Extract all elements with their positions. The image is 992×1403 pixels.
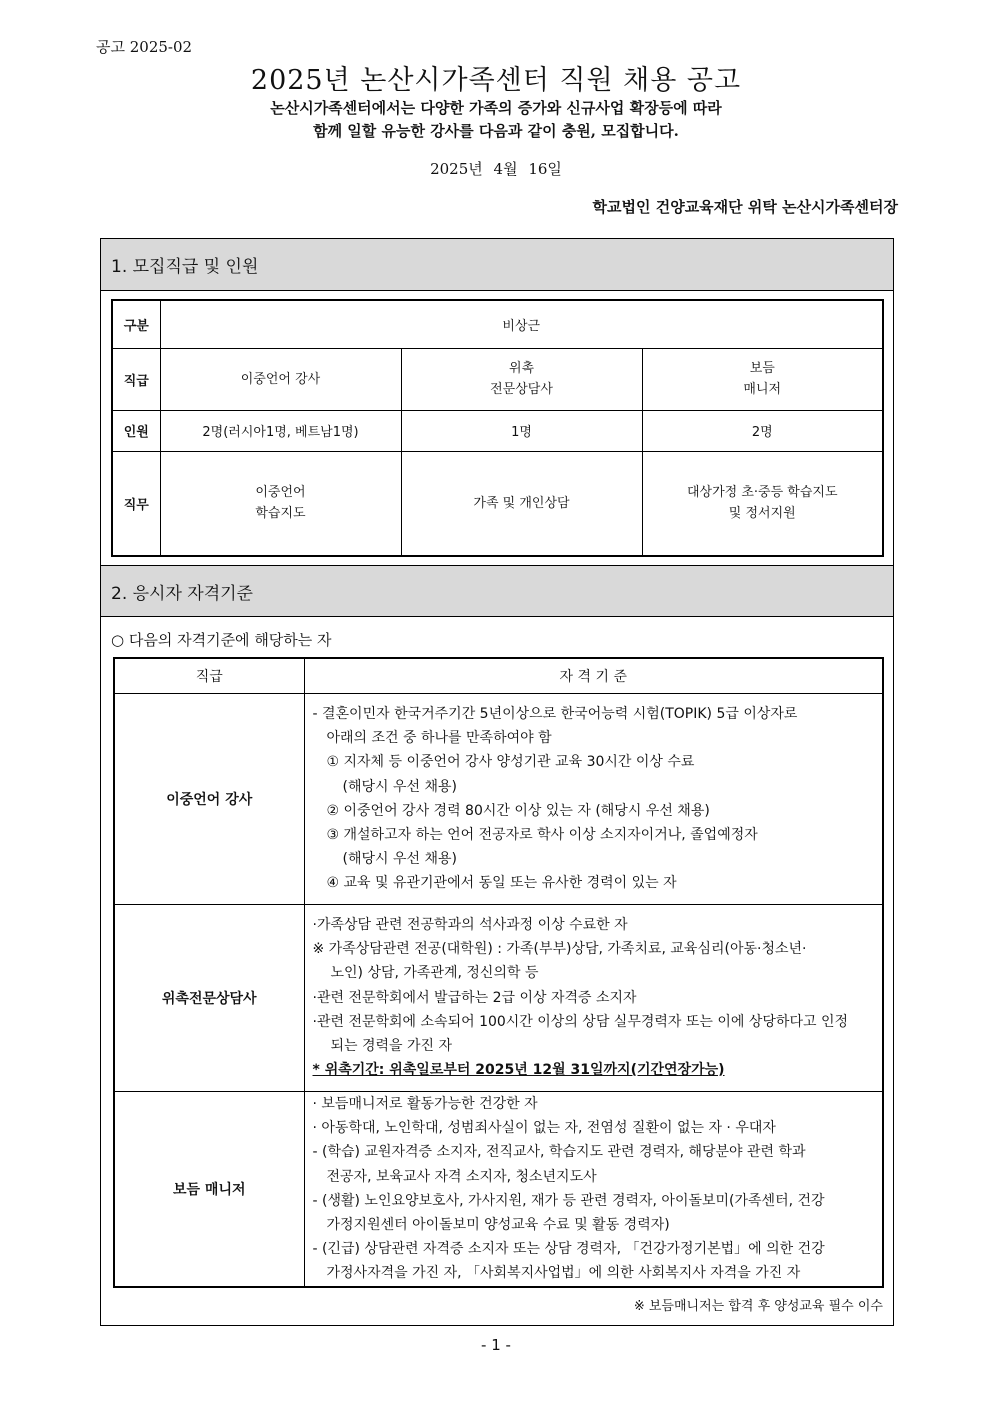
label-headcount: 인원 xyxy=(112,410,160,451)
table-row xyxy=(112,348,883,410)
content-frame xyxy=(100,238,894,1326)
headcount-cell: 2명(러시아1명, 베트남1명) xyxy=(160,410,401,451)
duty-text: 및 정서지원 xyxy=(728,506,796,522)
position-text: 이중언어 강사 xyxy=(240,371,321,387)
table-header-row xyxy=(114,658,883,694)
criteria-cell xyxy=(304,694,883,905)
position-cell xyxy=(642,348,883,410)
table-row xyxy=(114,1092,883,1287)
criteria-line: 아래의 조건 중 하나를 만족하여야 함 xyxy=(326,730,552,747)
duty-cell xyxy=(160,451,401,556)
footnote: ※ 보듬매니저는 합격 후 양성교육 필수 이수 xyxy=(633,1299,883,1314)
col-criteria-header: 자 격 기 준 xyxy=(304,658,883,694)
duty-text: 가족 및 개인상담 xyxy=(473,495,570,511)
position-text: 전문상담사 xyxy=(490,382,553,397)
criteria-cell xyxy=(304,1092,883,1287)
appointment-period: * 위촉기간: 위촉일로부터 2025년 12월 31일까지(기간연장가능) xyxy=(312,1062,725,1079)
section-2-heading: 2. 응시자 자격기준 xyxy=(101,565,893,617)
issuer: 학교법인 건양교육재단 위탁 논산시가족센터장 xyxy=(592,198,898,216)
criteria-line: (해당시 우선 채용) xyxy=(342,778,457,795)
criteria-line: ·관련 전문학회에 소속되어 100시간 이상의 상담 실무경력자 또는 이에 상당하다고 인정 xyxy=(312,1013,848,1030)
criteria-line: ·가족상담 관련 전공학과의 석사과정 이상 수료한 자 xyxy=(312,917,628,933)
criteria-line: ② 이중언어 강사 경력 80시간 이상 있는 자 (해당시 우선 채용) xyxy=(326,802,710,819)
table-row xyxy=(114,905,883,1092)
criteria-line: ·관련 전문학회에서 발급하는 2급 이상 자격증 소지자 xyxy=(312,989,637,1006)
position-cell xyxy=(401,348,642,410)
criteria-line: (해당시 우선 채용) xyxy=(342,851,457,868)
table-row xyxy=(112,410,883,451)
table-row xyxy=(114,694,883,905)
page-title: 2025년 논산시가족센터 직원 채용 공고 xyxy=(250,65,742,96)
criteria-line: · 보듬매니저로 활동가능한 건강한 자 xyxy=(312,1096,538,1112)
label-position: 직급 xyxy=(112,348,160,410)
criteria-line: ① 지자체 등 이중언어 강사 양성기관 교육 30시간 이상 수료 xyxy=(326,754,695,771)
headcount-cell: 2명 xyxy=(642,410,883,451)
position-text: 위촉 xyxy=(508,361,535,376)
position-text: 매니저 xyxy=(743,382,782,397)
criteria-table xyxy=(113,657,884,1288)
criteria-line: ※ 가족상담관련 전공(대학원) : 가족(부부)상담, 가족치료, 교육심리(아동·청소년· xyxy=(312,941,807,958)
positions-table xyxy=(111,299,884,557)
label-category: 구분 xyxy=(112,300,160,348)
duty-cell xyxy=(401,451,642,556)
criteria-line: - (긴급) 상담관련 자격증 소지자 또는 상담 경력자, 「건강가정기본법」에 의한 건강 xyxy=(312,1241,825,1258)
role-cell: 이중언어 강사 xyxy=(114,694,304,905)
criteria-line: ④ 교육 및 유관기관에서 동일 또는 유사한 경력이 있는 자 xyxy=(326,875,677,892)
criteria-line: ③ 개설하고자 하는 언어 전공자로 학사 이상 소지자이거나, 졸업예정자 xyxy=(326,827,758,844)
criteria-line: - (생활) 노인요양보호사, 가사지원, 재가 등 관련 경력자, 아이돌보미(가족센터, 건강 xyxy=(312,1192,825,1209)
label-duty: 직무 xyxy=(112,451,160,556)
criteria-line: 가정지원센터 아이돌보미 양성교육 수료 및 활동 경력자) xyxy=(326,1217,670,1234)
criteria-line: 되는 경력을 가진 자 xyxy=(330,1038,453,1055)
duty-cell xyxy=(642,451,883,556)
role-cell: 위촉전문상담사 xyxy=(114,905,304,1092)
table-row xyxy=(112,300,883,348)
notice-number: 공고 2025-02 xyxy=(96,38,193,56)
category-value: 비상근 xyxy=(160,300,883,348)
notice-date: 2025년 4월 16일 xyxy=(430,160,562,178)
criteria-line: 노인) 상담, 가족관계, 정신의학 등 xyxy=(330,965,539,982)
role-cell: 보듬 매니저 xyxy=(114,1092,304,1287)
subtitle-line-2: 함께 일할 유능한 강사를 다음과 같이 충원, 모집합니다. xyxy=(313,122,679,140)
criteria-line: - 결혼이민자 한국거주기간 5년이상으로 한국어능력 시험(TOPIK) 5급 이상자로 xyxy=(312,706,798,722)
position-text: 보듬 xyxy=(749,361,775,376)
table-row xyxy=(112,451,883,556)
criteria-line: 전공자, 보육교사 자격 소지자, 청소년지도사 xyxy=(326,1168,597,1185)
duty-text: 이중언어 xyxy=(255,485,306,501)
duty-text: 대상가정 초·중등 학습지도 xyxy=(686,485,838,501)
section-1-heading: 1. 모집직급 및 인원 xyxy=(101,239,893,291)
position-cell xyxy=(160,348,401,410)
headcount-cell: 1명 xyxy=(401,410,642,451)
criteria-intro: ○ 다음의 자격기준에 해당하는 자 xyxy=(111,631,332,649)
duty-text: 학습지도 xyxy=(255,506,306,522)
criteria-cell xyxy=(304,905,883,1092)
col-position-header: 직급 xyxy=(114,658,304,694)
criteria-line: 가정사자격을 가진 자, 「사회복지사업법」에 의한 사회복지사 자격을 가진 자 xyxy=(326,1265,801,1282)
page-number: - 1 - xyxy=(481,1336,511,1354)
criteria-line: · 아동학대, 노인학대, 성범죄사실이 없는 자, 전염성 질환이 없는 자 · 우대자 xyxy=(312,1120,776,1137)
criteria-line: - (학습) 교원자격증 소지자, 전직교사, 학습지도 관련 경력자, 해당분야 관련 학과 xyxy=(312,1144,806,1161)
subtitle-line-1: 논산시가족센터에서는 다양한 가족의 증가와 신규사업 확장등에 따라 xyxy=(270,99,722,117)
